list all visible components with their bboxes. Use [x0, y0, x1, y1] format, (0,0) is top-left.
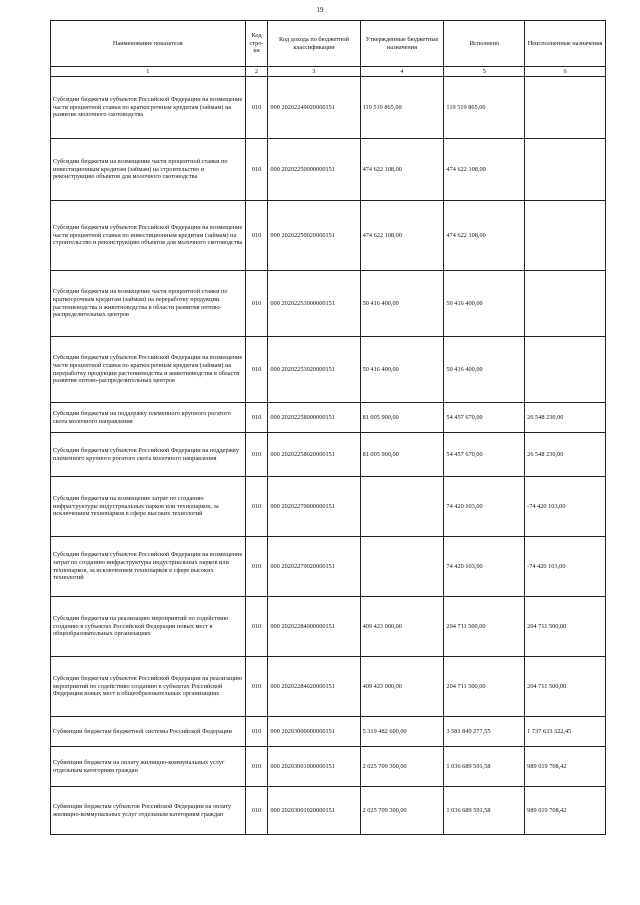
row-income-code-cell: 000 20202258000000151 — [268, 403, 360, 433]
row-name-cell: Субвенции бюджетам субъектов Российской Федерации на оплату жилищно-коммунальных услуг отдельным категориям граждан — [51, 787, 246, 835]
row-name-cell: Субсидии бюджетам субъектов Российской Федерации на возмещение затрат по созданию инфраструктуры индустриальных парков или технопарков, за исключением технопарков в сфере высоких технологий — [51, 537, 246, 597]
row-line-code-cell: 010 — [245, 337, 268, 403]
row-name-cell: Субвенции бюджетам бюджетной системы Российской Федерации — [51, 717, 246, 747]
row-unexecuted-cell — [525, 201, 606, 271]
row-unexecuted-cell — [525, 271, 606, 337]
row-income-code-cell: 000 20202284000000151 — [268, 597, 360, 657]
column-number: 3 — [268, 67, 360, 77]
row-name-cell: Субсидии бюджетам субъектов Российской Федерации на возмещение части процентной ставки по краткосрочным кредитам (займам) на переработку продукции растениеводства и животноводства в области развития оптово-распределительных центров — [51, 337, 246, 403]
row-income-code-cell: 000 20203000000000151 — [268, 717, 360, 747]
row-approved-cell: 474 622 108,00 — [360, 139, 444, 201]
row-executed-cell: 204 711 500,00 — [444, 597, 525, 657]
header-executed: Исполнено — [444, 21, 525, 67]
page-number: 19 — [316, 6, 324, 14]
row-income-code-cell: 000 20202279020000151 — [268, 537, 360, 597]
row-line-code-cell: 010 — [245, 747, 268, 787]
table-row — [51, 337, 606, 403]
row-approved-cell — [360, 537, 444, 597]
row-approved-cell: 409 423 000,00 — [360, 657, 444, 717]
row-executed-cell: 74 420 103,00 — [444, 477, 525, 537]
column-number: 1 — [51, 67, 246, 77]
row-income-code-cell: 000 20202250020000151 — [268, 201, 360, 271]
row-name-cell: Субсидии бюджетам на реализацию мероприятий по содействию созданию в субъектах Российской Федерации новых мест в общеобразовательных организациях — [51, 597, 246, 657]
row-name-cell: Субсидии бюджетам субъектов Российской Федерации на поддержку племенного крупного рогатого скота молочного направления — [51, 433, 246, 477]
row-unexecuted-cell: 989 019 708,42 — [525, 747, 606, 787]
header-income-code: Код дохода по бюджетной классификации — [268, 21, 360, 67]
row-unexecuted-cell — [525, 77, 606, 139]
table-row — [51, 77, 606, 139]
row-approved-cell: 81 005 900,00 — [360, 433, 444, 477]
row-line-code-cell: 010 — [245, 403, 268, 433]
row-income-code-cell: 000 20202258020000151 — [268, 433, 360, 477]
row-executed-cell: 1 036 689 591,58 — [444, 787, 525, 835]
header-unexecuted: Неисполненные назначения — [525, 21, 606, 67]
row-name-cell: Субсидии бюджетам на возмещение затрат по созданию инфраструктуры индустриальных парков или технопарков, за исключением технопарков в сфере высоких технологий — [51, 477, 246, 537]
row-executed-cell: 54 457 670,00 — [444, 433, 525, 477]
row-executed-cell: 50 416 400,00 — [444, 337, 525, 403]
row-income-code-cell: 000 20202249020000151 — [268, 77, 360, 139]
row-unexecuted-cell: -74 420 103,00 — [525, 537, 606, 597]
row-approved-cell: 2 025 709 300,00 — [360, 787, 444, 835]
row-approved-cell: 50 416 400,00 — [360, 337, 444, 403]
row-executed-cell: 474 622 108,00 — [444, 201, 525, 271]
row-income-code-cell: 000 20203001000000151 — [268, 747, 360, 787]
row-line-code-cell: 010 — [245, 433, 268, 477]
row-income-code-cell: 000 20202250000000151 — [268, 139, 360, 201]
row-income-code-cell: 000 20202253020000151 — [268, 337, 360, 403]
row-line-code-cell: 010 — [245, 537, 268, 597]
header-name: Наименование показателя — [51, 21, 246, 67]
row-unexecuted-cell: 989 019 708,42 — [525, 787, 606, 835]
row-line-code-cell: 010 — [245, 787, 268, 835]
row-name-cell: Субсидии бюджетам субъектов Российской Федерации на возмещение части процентной ставки по краткосрочным кредитам (займам) на развитие молочного скотоводства — [51, 77, 246, 139]
row-executed-cell: 119 519 865,00 — [444, 77, 525, 139]
row-name-cell: Субсидии бюджетам на поддержку племенного крупного рогатого скота молочного направления — [51, 403, 246, 433]
table-row — [51, 433, 606, 477]
column-number: 6 — [525, 67, 606, 77]
row-unexecuted-cell: 1 737 633 322,45 — [525, 717, 606, 747]
row-line-code-cell: 010 — [245, 597, 268, 657]
column-number: 4 — [360, 67, 444, 77]
table-row — [51, 201, 606, 271]
row-approved-cell — [360, 477, 444, 537]
column-number: 2 — [245, 67, 268, 77]
row-name-cell: Субсидии бюджетам на возмещение части процентной ставки по краткосрочным кредитам (займам) на переработку продукции растениеводства и животноводства в области развития оптово-распределительных центров — [51, 271, 246, 337]
table-row — [51, 787, 606, 835]
table-row — [51, 139, 606, 201]
column-number-row — [51, 67, 606, 77]
row-approved-cell: 2 025 709 300,00 — [360, 747, 444, 787]
row-executed-cell: 54 457 670,00 — [444, 403, 525, 433]
table-row — [51, 717, 606, 747]
row-income-code-cell: 000 20203001020000151 — [268, 787, 360, 835]
row-executed-cell: 3 581 849 277,55 — [444, 717, 525, 747]
row-line-code-cell: 010 — [245, 201, 268, 271]
row-line-code-cell: 010 — [245, 717, 268, 747]
row-line-code-cell: 010 — [245, 77, 268, 139]
row-approved-cell: 50 416 400,00 — [360, 271, 444, 337]
row-approved-cell: 474 622 108,00 — [360, 201, 444, 271]
row-line-code-cell: 010 — [245, 271, 268, 337]
header-approved: Утвержденные бюджетные назначения — [360, 21, 444, 67]
row-unexecuted-cell — [525, 337, 606, 403]
row-income-code-cell: 000 20202284020000151 — [268, 657, 360, 717]
table-row — [51, 477, 606, 537]
row-line-code-cell: 010 — [245, 657, 268, 717]
row-income-code-cell: 000 20202279000000151 — [268, 477, 360, 537]
row-name-cell: Субсидии бюджетам субъектов Российской Федерации на возмещение части процентной ставки по инвестиционным кредитам (займам) на строительство и реконструкцию объектов для молочного скотоводства — [51, 201, 246, 271]
table-row — [51, 657, 606, 717]
row-unexecuted-cell: 26 548 230,00 — [525, 403, 606, 433]
table-row — [51, 403, 606, 433]
table-row — [51, 537, 606, 597]
row-approved-cell: 81 005 900,00 — [360, 403, 444, 433]
row-line-code-cell: 010 — [245, 477, 268, 537]
row-approved-cell: 5 319 482 600,00 — [360, 717, 444, 747]
row-name-cell: Субсидии бюджетам на возмещение части процентной ставки по инвестиционным кредитам (займам) на строительство и реконструкцию объектов для молочного скотоводства — [51, 139, 246, 201]
row-line-code-cell: 010 — [245, 139, 268, 201]
budget-execution-table — [50, 20, 606, 835]
row-executed-cell: 474 622 108,00 — [444, 139, 525, 201]
table-row — [51, 747, 606, 787]
row-unexecuted-cell — [525, 139, 606, 201]
row-executed-cell: 204 711 500,00 — [444, 657, 525, 717]
header-line-code: Код стро-ки — [245, 21, 268, 67]
row-executed-cell: 50 416 400,00 — [444, 271, 525, 337]
row-unexecuted-cell: -74 420 103,00 — [525, 477, 606, 537]
row-approved-cell: 409 423 000,00 — [360, 597, 444, 657]
column-number: 5 — [444, 67, 525, 77]
row-executed-cell: 74 420 103,00 — [444, 537, 525, 597]
row-name-cell: Субвенции бюджетам на оплату жилищно-коммунальных услуг отдельным категориям граждан — [51, 747, 246, 787]
row-executed-cell: 1 036 689 591,58 — [444, 747, 525, 787]
row-unexecuted-cell: 204 711 500,00 — [525, 597, 606, 657]
row-unexecuted-cell: 26 548 230,00 — [525, 433, 606, 477]
table-row — [51, 271, 606, 337]
header-row — [51, 21, 606, 67]
row-name-cell: Субсидии бюджетам субъектов Российской Федерации на реализацию мероприятий по содействию созданию в субъектах Российской Федерации новых мест в общеобразовательных организациях — [51, 657, 246, 717]
row-unexecuted-cell: 204 711 500,00 — [525, 657, 606, 717]
row-income-code-cell: 000 20202253000000151 — [268, 271, 360, 337]
table-row — [51, 597, 606, 657]
row-approved-cell: 119 519 865,00 — [360, 77, 444, 139]
